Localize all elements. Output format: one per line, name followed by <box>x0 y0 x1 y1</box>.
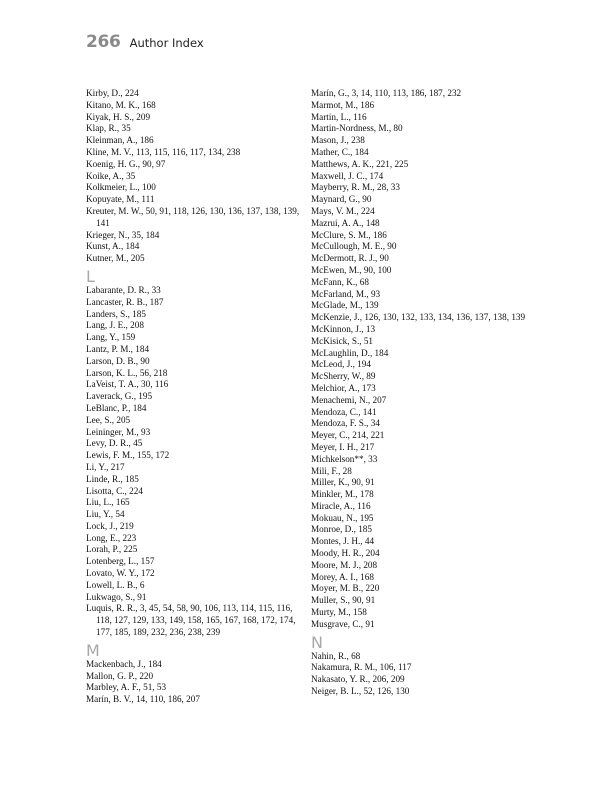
index-entry: McLeod, J., 194 <box>311 359 371 370</box>
index-entry: Mays, V. M., 224 <box>311 205 375 216</box>
index-entry: Leininger, M., 93 <box>86 426 151 437</box>
index-entry: Minkler, M., 178 <box>311 489 374 500</box>
index-entry: Mather, C., 184 <box>311 146 369 157</box>
index-entry: Mason, J., 238 <box>311 135 365 146</box>
index-entry: Muller, S., 90, 91 <box>311 595 376 606</box>
index-entry: Labarante, D. R., 33 <box>86 284 161 295</box>
index-entry: Mallon, G. P., 220 <box>86 670 154 681</box>
index-entry: McKinnon, J., 13 <box>311 323 376 334</box>
section-m-entries <box>86 659 304 706</box>
index-entry: Menachemi, N., 207 <box>311 394 387 405</box>
index-entry: Moore, M. J., 208 <box>311 559 378 570</box>
index-entry: Kleinman, A., 186 <box>86 135 154 146</box>
index-entry: McKisick, S., 51 <box>311 335 374 346</box>
index-entry: McDermott, R. J., 90 <box>311 253 389 264</box>
index-entry: Mazrui, A. A., 148 <box>311 217 380 228</box>
index-entry: Matthews, A. K., 221, 225 <box>311 158 409 169</box>
index-entry: McKenzie, J., 126, 130, 132, 133, 134, 136, 137, 138, 139 <box>311 312 526 323</box>
index-entry: Martin-Nordness, M., 80 <box>311 123 403 134</box>
index-entry: Lovato, W. Y., 172 <box>86 568 155 579</box>
section-m-entries-continued <box>311 88 529 631</box>
section-l-entries <box>86 285 304 639</box>
index-entry: LaVeist, T. A., 30, 116 <box>86 379 169 390</box>
index-entry: Laverack, G., 195 <box>86 391 153 402</box>
running-header <box>86 32 204 52</box>
index-entry: Marbley, A. F., 51, 53 <box>86 682 167 693</box>
index-entry: Lang, Y., 159 <box>86 332 136 343</box>
index-entry: Kitano, M. K., 168 <box>86 99 156 110</box>
index-entry: McEwen, M., 90, 100 <box>311 264 392 275</box>
index-entry: Kreuter, M. W., 50, 91, 118, 126, 130, 136, 137, 138, 139, 141 <box>86 205 300 228</box>
index-entry: Kiyak, H. S., 209 <box>86 111 151 122</box>
index-entry: Morey, A. I., 168 <box>311 571 374 582</box>
index-entry: Mayberry, R. M., 28, 33 <box>311 182 400 193</box>
index-entry: Maxwell, J. C., 174 <box>311 170 384 181</box>
index-entry: Mili, F., 28 <box>311 465 352 476</box>
index-entry: Marín, B. V., 14, 110, 186, 207 <box>86 694 200 705</box>
index-entry: Meyer, C., 214, 221 <box>311 430 385 441</box>
section-letter-m: M <box>86 640 100 660</box>
index-entry: Li, Y., 217 <box>86 461 125 472</box>
index-entry: Lewis, F. M., 155, 172 <box>86 450 170 461</box>
section-letter-l: L <box>86 266 95 286</box>
index-entry: Larson, K. L., 56, 218 <box>86 367 168 378</box>
index-entry: Maynard, G., 90 <box>311 194 372 205</box>
index-entry: Moyer, M. B., 220 <box>311 583 380 594</box>
index-entry: Landers, S., 185 <box>86 308 146 319</box>
index-entry: McGlade, M., 139 <box>311 300 379 311</box>
index-entry: Mendoza, C., 141 <box>311 406 377 417</box>
index-entry: Miracle, A., 116 <box>311 500 371 511</box>
index-entry: Koike, A., 35 <box>86 170 136 181</box>
page-number: 266 <box>86 32 121 52</box>
index-entry: Nakasato, Y. R., 206, 209 <box>311 674 405 685</box>
index-entry: Marmot, M., 186 <box>311 99 375 110</box>
index-entry: Krieger, N., 35, 184 <box>86 229 160 240</box>
index-entry: McCullough, M. E., 90 <box>311 241 397 252</box>
index-entry: Michkelson**, 33 <box>311 453 378 464</box>
index-entry: Koenig, H. G., 90, 97 <box>86 158 166 169</box>
index-entry: Lee, S., 205 <box>86 414 131 425</box>
index-entry: Kutner, M., 205 <box>86 253 145 264</box>
index-entry: Nahin, R., 68 <box>311 650 361 661</box>
index-entry: Montes, J. H., 44 <box>311 536 375 547</box>
section-letter-n: N <box>311 632 323 652</box>
index-entry: Lorah, P., 225 <box>86 544 138 555</box>
index-entry: Kline, M. V., 113, 115, 116, 117, 134, 238 <box>86 146 241 157</box>
index-entry: Lowell, L. B., 6 <box>86 579 145 590</box>
index-entry: Luquis, R. R., 3, 45, 54, 58, 90, 106, 113, 114, 115, 116, 118, 127, 129, 133, 149, 158, 165, 167, 168, 172, 174, 177, 185, 189, 232, 236, 238, 239 <box>86 603 296 638</box>
index-entry: Levy, D. R., 45 <box>86 438 143 449</box>
index-entry: Neiger, B. L., 52, 126, 130 <box>311 686 410 697</box>
index-entry: Martin, L., 116 <box>311 111 367 122</box>
index-entry: Lantz, P. M., 184 <box>86 343 150 354</box>
index-entry: Murty, M., 158 <box>311 607 367 618</box>
running-head-title: Author Index <box>129 36 204 50</box>
index-entry: Moody, H. R., 204 <box>311 548 380 559</box>
section-k-entries <box>86 88 304 265</box>
index-entry: Lotenberg, L., 157 <box>86 556 155 567</box>
index-column-right <box>311 88 529 698</box>
index-entry: Monroe, D., 185 <box>311 524 372 535</box>
index-entry: Larson, D. B., 90 <box>86 355 150 366</box>
index-entry: Liu, Y., 54 <box>86 509 125 520</box>
index-entry: Marín, G., 3, 14, 110, 113, 186, 187, 232 <box>311 88 462 98</box>
index-entry: Nakamura, R. M., 106, 117 <box>311 662 412 673</box>
index-entry: McLaughlin, D., 184 <box>311 347 389 358</box>
index-entry: McFann, K., 68 <box>311 276 369 287</box>
index-entry: Miller, K., 90, 91 <box>311 477 375 488</box>
index-entry: Klap, R., 35 <box>86 123 131 134</box>
index-entry: Mackenbach, J., 184 <box>86 658 162 669</box>
index-entry: Kunst, A., 184 <box>86 241 140 252</box>
index-entry: Kolkmeier, L., 100 <box>86 182 156 193</box>
index-entry: Lisotta, C., 224 <box>86 485 143 496</box>
index-entry: Linde, R., 185 <box>86 473 139 484</box>
index-entry: Liu, L., 165 <box>86 497 130 508</box>
index-entry: Long, E., 223 <box>86 532 137 543</box>
index-entry: Mokuau, N., 195 <box>311 512 374 523</box>
index-entry: McClure, S. M., 186 <box>311 229 387 240</box>
index-entry: McSherry, W., 89 <box>311 371 376 382</box>
section-n-entries <box>311 651 529 698</box>
index-entry: Kopuyate, M., 111 <box>86 194 155 205</box>
index-entry: Lancaster, R. B., 187 <box>86 296 164 307</box>
index-entry: Musgrave, C., 91 <box>311 618 375 629</box>
index-entry: Meyer, I. H., 217 <box>311 441 375 452</box>
index-entry: McFarland, M., 93 <box>311 288 381 299</box>
index-entry: Lock, J., 219 <box>86 520 134 531</box>
index-column-left <box>86 88 304 706</box>
index-entry: Melchior, A., 173 <box>311 382 376 393</box>
index-entry: LeBlanc, P., 184 <box>86 402 147 413</box>
index-entry: Mendoza, F. S., 34 <box>311 418 380 429</box>
index-entry: Lukwago, S., 91 <box>86 591 147 602</box>
index-entry: Lang, J. E., 208 <box>86 320 144 331</box>
index-entry: Kirby, D., 224 <box>86 88 139 98</box>
